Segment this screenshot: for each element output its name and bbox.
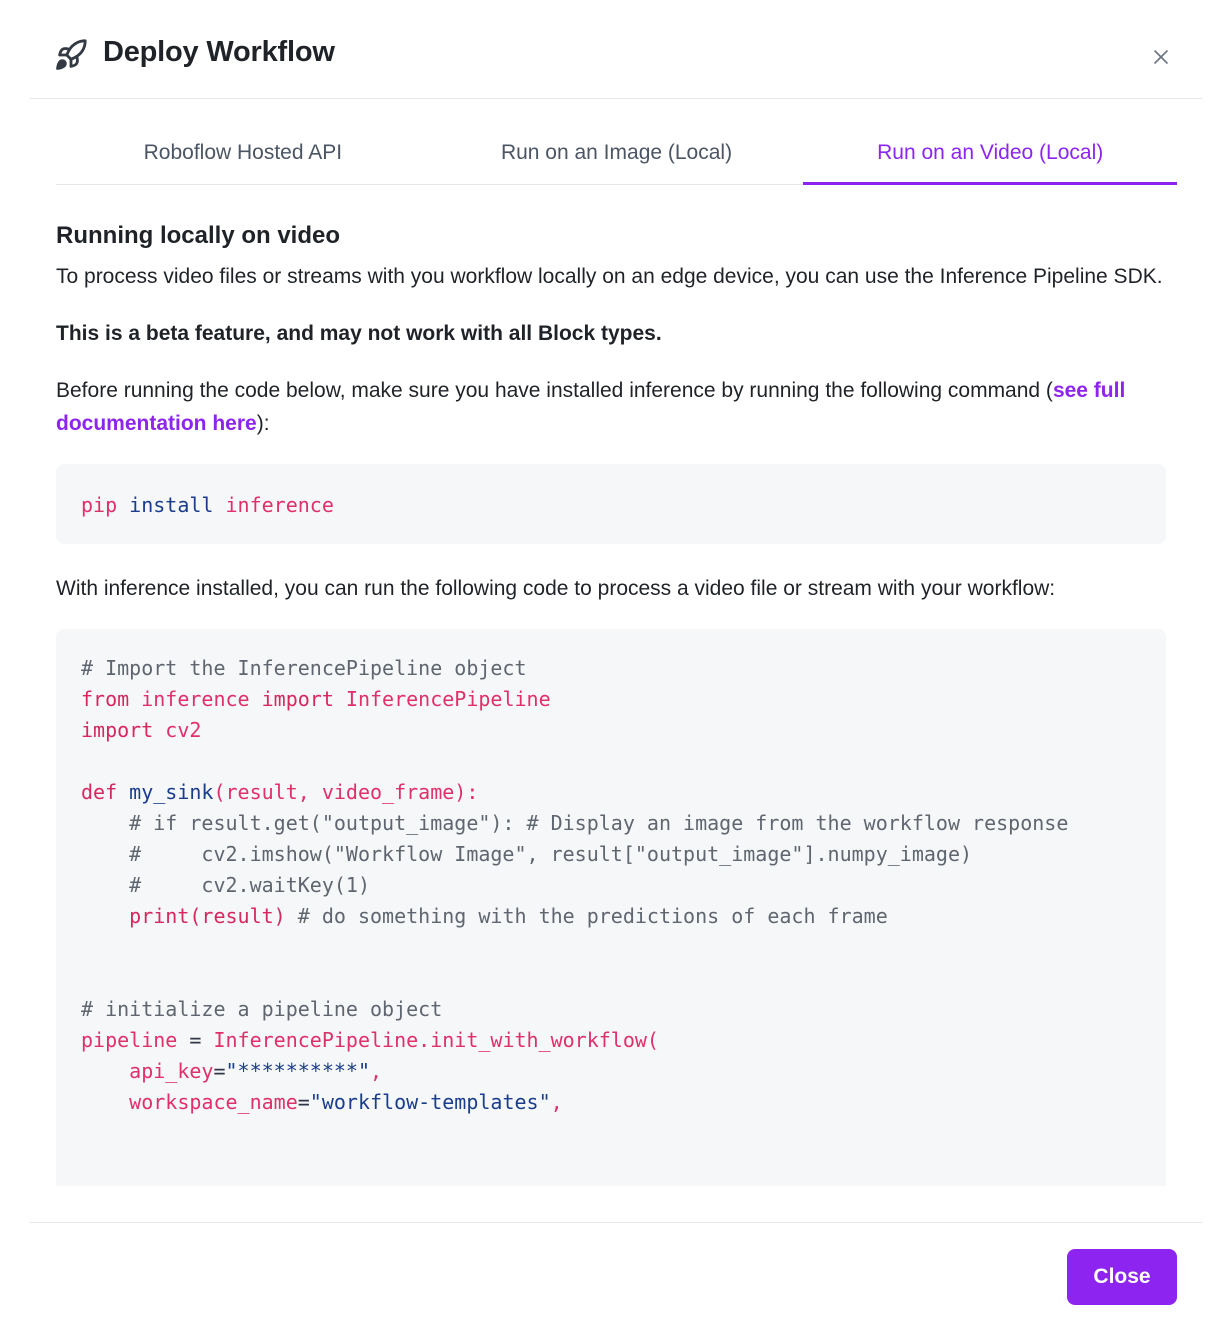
code-comment: # Import the InferencePipeline object bbox=[81, 656, 527, 680]
tab-content bbox=[56, 210, 1166, 1186]
tab-run-on-video-local[interactable]: Run on an Video (Local) bbox=[803, 122, 1177, 184]
close-icon[interactable] bbox=[1146, 42, 1176, 72]
documentation-link[interactable]: see full documentation here bbox=[56, 379, 1126, 435]
code-token: cv2 bbox=[153, 718, 202, 742]
code-string: "**********" bbox=[225, 1059, 370, 1083]
code-token: install bbox=[117, 493, 226, 517]
code-token: pipeline bbox=[81, 1028, 178, 1052]
dialog-title: Deploy Workflow bbox=[103, 36, 335, 68]
code-keyword: from bbox=[81, 687, 130, 711]
code-token: inference bbox=[225, 493, 334, 517]
code-token: = bbox=[177, 1028, 214, 1052]
close-button[interactable]: Close bbox=[1067, 1249, 1177, 1305]
code-token: InferencePipeline bbox=[333, 687, 551, 711]
python-code-block bbox=[56, 629, 1166, 1186]
code-token: (result, video_frame): bbox=[213, 780, 479, 804]
code-token: = bbox=[213, 1059, 226, 1083]
code-comment: # if result.get("output_image"): # Display an image from the workflow response bbox=[81, 811, 1069, 835]
code-token: InferencePipeline.init_with_workflow( bbox=[213, 1028, 659, 1052]
code-token: pip bbox=[81, 493, 118, 517]
code-keyword: import bbox=[261, 687, 334, 711]
code-token: = bbox=[297, 1090, 310, 1114]
install-instructions bbox=[56, 374, 1166, 440]
code-function-name: my_sink bbox=[117, 780, 214, 804]
code-token: workspace_name bbox=[81, 1090, 298, 1114]
dialog-header bbox=[30, 0, 1202, 99]
install-suffix-text: ): bbox=[256, 412, 270, 435]
run-instructions: With inference installed, you can run the following code to process a video file or stream with your workflow: bbox=[56, 577, 1056, 600]
code-token: api_key bbox=[81, 1059, 214, 1083]
code-comment: # cv2.imshow("Workflow Image", result["output_image"].numpy_image) bbox=[81, 842, 973, 866]
tab-roboflow-hosted-api[interactable]: Roboflow Hosted API bbox=[143, 141, 343, 164]
intro-text: To process video files or streams with you workflow locally on an edge device, you can use the Inference Pipeline SDK. bbox=[56, 265, 1163, 288]
dialog-footer bbox=[30, 1222, 1202, 1324]
rocket-icon bbox=[54, 38, 88, 72]
code-keyword: import bbox=[81, 718, 154, 742]
install-command-block bbox=[56, 464, 1166, 544]
tab-run-on-image-local[interactable]: Run on an Image (Local) bbox=[500, 141, 733, 164]
code-token: , bbox=[370, 1059, 383, 1083]
code-comment: # do something with the predictions of each frame bbox=[285, 904, 888, 928]
code-keyword: def bbox=[81, 780, 118, 804]
code-string: "workflow-templates" bbox=[309, 1090, 551, 1114]
beta-note: This is a beta feature, and may not work with all Block types. bbox=[56, 322, 662, 345]
deploy-tabs bbox=[56, 122, 1177, 185]
section-heading: Running locally on video bbox=[56, 222, 341, 249]
install-prefix-text: Before running the code below, make sure you have installed inference by running the following command ( bbox=[56, 379, 1053, 402]
code-token: , bbox=[550, 1090, 563, 1114]
code-comment: # initialize a pipeline object bbox=[81, 997, 443, 1021]
code-token: print(result) bbox=[81, 904, 286, 928]
code-token: inference bbox=[129, 687, 262, 711]
code-comment: # cv2.waitKey(1) bbox=[81, 873, 370, 897]
